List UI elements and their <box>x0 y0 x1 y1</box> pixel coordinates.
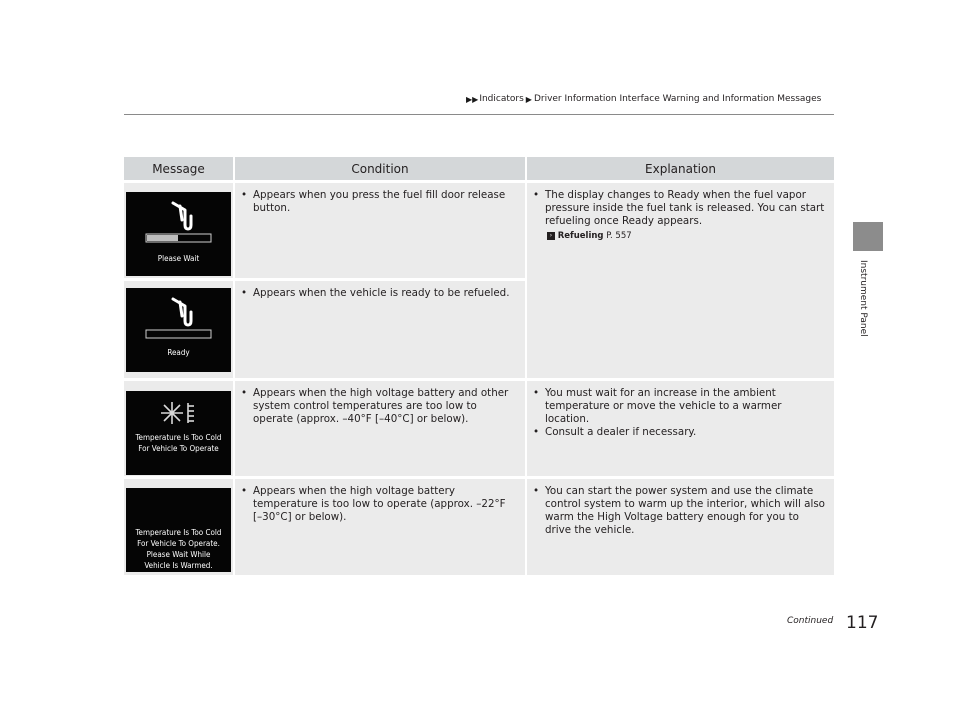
breadcrumb <box>466 94 821 104</box>
condition-cell: • Appears when the high voltage battery temperature is too low to operate (approx. –22°F [–30°C] or below). <box>235 479 525 575</box>
screen-text: Ready <box>167 348 190 357</box>
section-tab[interactable] <box>853 222 883 251</box>
condition-text: Appears when the high voltage battery and other system control temperatures are too low to operate (approx. –40°F [–40°C] or below). <box>253 387 509 425</box>
message-image-cell <box>124 479 233 575</box>
continued-label: Continued <box>787 616 834 626</box>
display-screen-please-wait <box>126 192 231 276</box>
message-image-cell <box>124 183 233 278</box>
screen-text: Please Wait <box>157 254 200 263</box>
explanation-cell: • You can start the power system and use the climate control system to warm up the interior, which will also warm the High Voltage battery enough for you to drive the vehicle. <box>527 479 834 575</box>
section-tab-label: Instrument Panel <box>858 260 868 337</box>
message-image-cell <box>124 381 233 476</box>
breadcrumb-arrow-icon: ▶ <box>525 94 532 104</box>
explanation-text: The display changes to Ready when the fuel vapor pressure inside the fuel tank is released. You can start refueling once Ready appears. <box>545 189 825 227</box>
table-row <box>124 183 834 278</box>
table-row <box>124 479 834 575</box>
header-condition: Condition <box>235 157 525 180</box>
header-explanation: Explanation <box>527 157 834 180</box>
condition-text: Appears when the vehicle is ready to be refueled. <box>253 287 510 299</box>
explanation-cell: • The display changes to Ready when the fuel vapor pressure inside the fuel tank is released. You can start refueling once Ready appears. › Refueling P. 557 <box>527 183 834 378</box>
condition-cell: • Appears when you press the fuel fill door release button. <box>235 183 525 278</box>
display-screen-ready <box>126 288 231 372</box>
explanation-cell: • You must wait for an increase in the ambient temperature or move the vehicle to a warmer location. • Consult a dealer if necessary. <box>527 381 834 476</box>
table-row <box>124 381 834 476</box>
breadcrumb-arrow-icon: ▶▶ <box>466 94 479 104</box>
header-rule <box>124 114 834 115</box>
condition-text: Appears when you press the fuel fill door release button. <box>253 189 506 214</box>
message-table <box>122 157 836 575</box>
screen-text-line: Vehicle Is Warmed. <box>144 561 213 570</box>
fuel-nozzle-icon <box>126 288 231 372</box>
screen-text-line: Temperature Is Too Cold <box>135 528 222 537</box>
explanation-text: Consult a dealer if necessary. <box>545 426 697 438</box>
breadcrumb-item-messages[interactable]: Driver Information Interface Warning and Information Messages <box>533 94 822 104</box>
explanation-text: You can start the power system and use the climate control system to warm up the interior, which will also warm the High Voltage battery enough for you to drive the vehicle. <box>545 485 825 536</box>
header-message: Message <box>124 157 233 180</box>
screen-text-line: For Vehicle To Operate <box>138 444 219 453</box>
screen-text-line: Temperature Is Too Cold <box>135 433 222 442</box>
page-number: 117 <box>846 613 879 633</box>
condition-cell: • Appears when the high voltage battery and other system control temperatures are too low to operate (approx. –40°F [–40°C] or below). <box>235 381 525 476</box>
message-image-cell <box>124 281 233 378</box>
screen-text-line: Please Wait While <box>146 550 211 559</box>
cross-reference[interactable] <box>527 230 834 243</box>
display-screen-please-wait-warmed <box>126 488 231 572</box>
display-screen-temp-too-cold <box>126 391 231 475</box>
condition-text: Appears when the high voltage battery temperature is too low to operate (approx. –22°F [–30°C] or below). <box>253 485 506 523</box>
table-header-row <box>124 157 834 180</box>
reference-arrow-icon: › <box>547 232 555 240</box>
explanation-text: You must wait for an increase in the ambient temperature or move the vehicle to a warmer location. <box>545 387 782 425</box>
reference-title: Refueling <box>557 231 604 241</box>
condition-cell: • Appears when the vehicle is ready to be refueled. <box>235 281 525 378</box>
breadcrumb-item-indicators[interactable]: Indicators <box>479 94 524 104</box>
reference-page: P. 557 <box>606 231 632 241</box>
screen-text-line: For Vehicle To Operate. <box>137 539 220 548</box>
